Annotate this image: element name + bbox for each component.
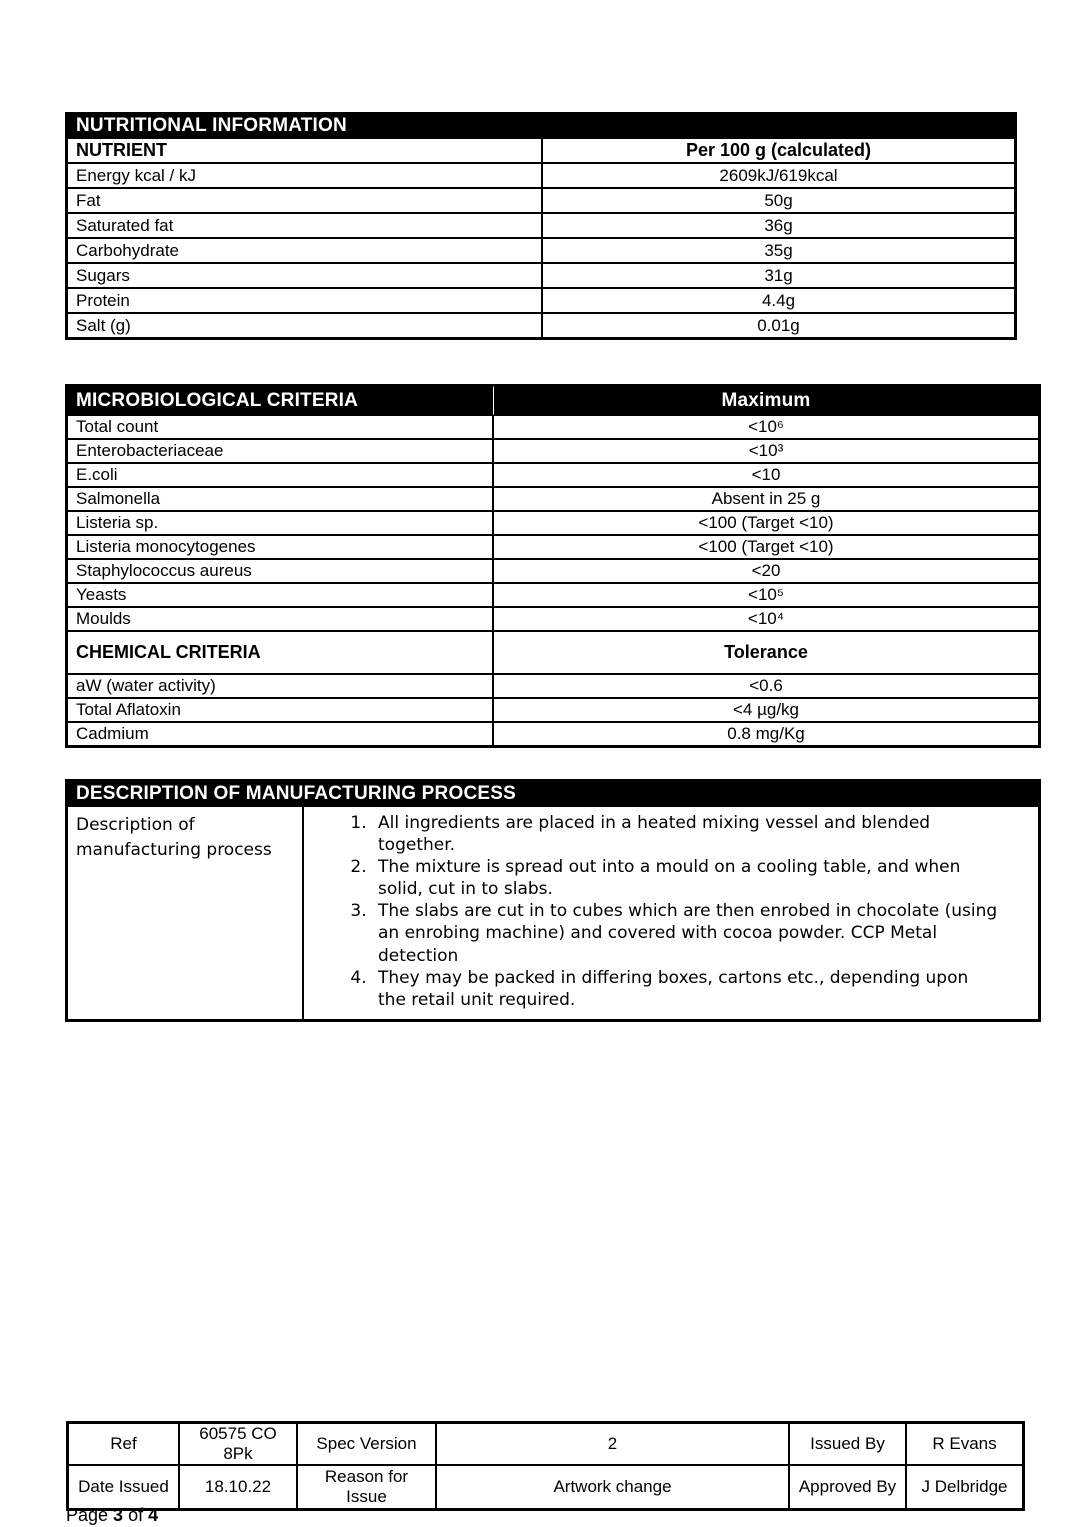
organism-limit: <100 (Target <10) [493, 535, 1039, 559]
table-row [67, 313, 1015, 338]
tolerance-column-header: Tolerance [493, 631, 1039, 674]
nutrient-value: 2609kJ/619kcal [542, 163, 1015, 188]
chemical-label: Total Aflatoxin [67, 698, 493, 722]
reason-for-issue-label: Reason for Issue [297, 1465, 436, 1509]
date-issued-value: 18.10.22 [179, 1465, 297, 1509]
manufacturing-step: 1. All ingredients are placed in a heated mixing vessel and blended together. [372, 812, 998, 856]
table-row [67, 583, 1039, 607]
issued-by-value: R Evans [906, 1423, 1023, 1465]
table-row [67, 138, 1015, 163]
chemical-limit: 0.8 mg/Kg [493, 722, 1039, 746]
page-word: Page [66, 1505, 109, 1525]
of-word: of [128, 1505, 144, 1525]
nutrient-value: 0.01g [542, 313, 1015, 338]
organism-limit: <10⁶ [493, 415, 1039, 439]
organism-label: Staphylococcus aureus [67, 559, 493, 583]
table-row [67, 781, 1039, 806]
manufacturing-steps-list [314, 812, 1028, 1011]
table-row [67, 631, 1039, 674]
spec-version-label: Spec Version [297, 1423, 436, 1465]
organism-limit: <20 [493, 559, 1039, 583]
table-row [67, 722, 1039, 746]
organism-limit: <10³ [493, 439, 1039, 463]
manufacturing-steps-cell [303, 806, 1039, 1020]
nutrient-label: Fat [67, 188, 542, 213]
issued-by-label: Issued By [789, 1423, 906, 1465]
nutrient-value: 36g [542, 213, 1015, 238]
organism-limit: <100 (Target <10) [493, 511, 1039, 535]
table-row [68, 1423, 1023, 1465]
table-row [67, 535, 1039, 559]
reason-for-issue-value: Artwork change [436, 1465, 789, 1509]
table-row [67, 607, 1039, 631]
table-row [67, 698, 1039, 722]
manufacturing-step: 4. They may be packed in differing boxes, cartons etc., depending upon the retail unit required. [372, 967, 998, 1011]
table-row [67, 386, 1039, 415]
chemical-label: aW (water activity) [67, 674, 493, 698]
nutrient-column-header: NUTRIENT [67, 138, 542, 163]
table-row [67, 238, 1015, 263]
table-row [67, 463, 1039, 487]
table-row [67, 674, 1039, 698]
table-row [67, 559, 1039, 583]
manufacturing-step: 3. The slabs are cut in to cubes which are then enrobed in chocolate (using an enrobing machine) and covered with cocoa powder. CCP Metal detection [372, 900, 998, 966]
approved-by-value: J Delbridge [906, 1465, 1023, 1509]
organism-label: Listeria monocytogenes [67, 535, 493, 559]
nutrient-value: 50g [542, 188, 1015, 213]
chemical-limit: <4 µg/kg [493, 698, 1039, 722]
organism-label: Enterobacteriaceae [67, 439, 493, 463]
ref-value: 60575 CO 8Pk [179, 1423, 297, 1465]
organism-limit: <10⁵ [493, 583, 1039, 607]
micro-title: MICROBIOLOGICAL CRITERIA [67, 386, 493, 415]
ref-label: Ref [68, 1423, 179, 1465]
spec-version-value: 2 [436, 1423, 789, 1465]
nutrient-label: Protein [67, 288, 542, 313]
nutrient-value: 4.4g [542, 288, 1015, 313]
approved-by-label: Approved By [789, 1465, 906, 1509]
organism-limit: <10 [493, 463, 1039, 487]
table-row [67, 263, 1015, 288]
table-row [67, 415, 1039, 439]
nutrient-label: Energy kcal / kJ [67, 163, 542, 188]
table-row [67, 213, 1015, 238]
organism-limit: <10⁴ [493, 607, 1039, 631]
nutrition-title: NUTRITIONAL INFORMATION [67, 114, 1015, 138]
table-row [67, 163, 1015, 188]
table-row [67, 288, 1015, 313]
chemical-label: Cadmium [67, 722, 493, 746]
nutritional-information-table [65, 112, 1017, 340]
table-row [67, 188, 1015, 213]
page-current: 3 [113, 1505, 124, 1525]
organism-limit: Absent in 25 g [493, 487, 1039, 511]
organism-label: Yeasts [67, 583, 493, 607]
manufacturing-step: 2. The mixture is spread out into a mould on a cooling table, and when solid, cut in to slabs. [372, 856, 998, 900]
nutrient-label: Salt (g) [67, 313, 542, 338]
page-total: 4 [148, 1505, 159, 1525]
nutrient-label: Carbohydrate [67, 238, 542, 263]
nutrient-value: 35g [542, 238, 1015, 263]
page-number [66, 1505, 163, 1526]
per-100g-column-header: Per 100 g (calculated) [542, 138, 1015, 163]
chemical-criteria-title: CHEMICAL CRITERIA [67, 631, 493, 674]
organism-label: Listeria sp. [67, 511, 493, 535]
manufacturing-process-table [65, 779, 1041, 1022]
organism-label: Moulds [67, 607, 493, 631]
table-row [67, 439, 1039, 463]
organism-label: Salmonella [67, 487, 493, 511]
table-row [67, 487, 1039, 511]
table-row [67, 114, 1015, 138]
maximum-column-header: Maximum [493, 386, 1039, 415]
table-row [67, 511, 1039, 535]
nutrient-label: Sugars [67, 263, 542, 288]
manufacturing-row-label: Description of manufacturing process [67, 806, 303, 1020]
date-issued-label: Date Issued [68, 1465, 179, 1509]
nutrient-value: 31g [542, 263, 1015, 288]
table-row [67, 806, 1039, 1020]
organism-label: Total count [67, 415, 493, 439]
microbiological-criteria-table [65, 384, 1041, 748]
manufacturing-title: DESCRIPTION OF MANUFACTURING PROCESS [67, 781, 1039, 806]
document-control-table [66, 1421, 1025, 1511]
chemical-limit: <0.6 [493, 674, 1039, 698]
organism-label: E.coli [67, 463, 493, 487]
nutrient-label: Saturated fat [67, 213, 542, 238]
table-row [68, 1465, 1023, 1509]
